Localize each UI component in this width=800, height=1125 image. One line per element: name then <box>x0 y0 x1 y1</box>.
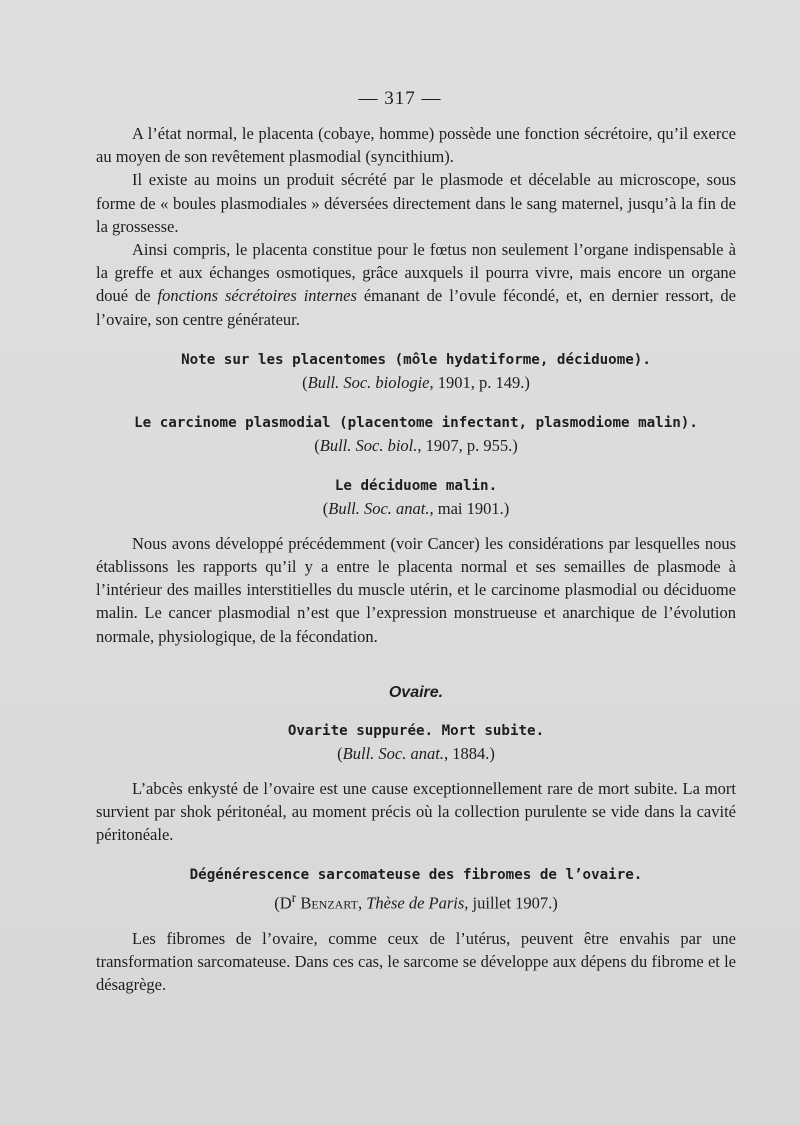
section-title-ovaire: Ovaire. <box>388 683 444 701</box>
ref-open: ( <box>337 743 343 763</box>
ref-details: , 1884.) <box>443 743 495 763</box>
ref-details: , juillet 1907.) <box>464 893 558 913</box>
ref-open: ( <box>302 372 308 392</box>
ref-details: , 1901, p. 149.) <box>429 372 530 392</box>
paragraph-ovarite: L’abcès enkysté de l’ovaire est une cause exceptionnellement rare de mort subite. La mort survient par shok péritonéal, au moment précis où la collection purulente se vide dans la cavité péritonéale. <box>96 778 736 845</box>
paragraph-placenta-summary-italic: fonctions sécrétoires internes <box>157 286 357 306</box>
entry-ref-deciduome <box>96 497 736 520</box>
ref-source: Thèse de Paris <box>366 893 465 913</box>
page-content <box>96 122 736 997</box>
paragraph-sarcomateuse: Les fibromes de l’ovaire, comme ceux de l’utérus, peuvent être envahis par une transformation sarcomateuse. Dans ces cas, le sarcome se développe aux dépens du fibrome et le désagrège. <box>96 928 736 995</box>
paragraph-placenta-summary-start: Ainsi compris, le placenta constitue pour le fœtus non seulement l’organe indispensable à la greffe et aux échanges osmotiques, grâce auxquels il pourra vivre, mais encore un organe doué de <box>96 240 736 306</box>
ref-open: (D <box>274 893 292 913</box>
entry-title-sarcomateuse: Dégénérescence sarcomateuse des fibromes de l’ovaire. <box>189 867 643 884</box>
paragraph-placenta-function: A l’état normal, le placenta (cobaye, homme) possède une fonction sécrétoire, qu’il exerce au moyen de son revêtement plasmodial (syncithium). <box>96 124 736 167</box>
ref-open: ( <box>314 435 320 455</box>
ref-source: Bull. Soc. biologie <box>307 372 430 392</box>
entry-ref-sarcomateuse <box>96 886 736 915</box>
page-number: — 317 — <box>358 88 442 109</box>
paragraph-plasmodial-balls: Il existe au moins un produit sécrété par le plasmode et décelable au microscope, sous forme de « boules plasmodiales » déversées directement dans le sang maternel, jusqu’à la fin de la grossesse. <box>96 170 736 236</box>
entry-ref-carcinome <box>96 434 736 457</box>
ref-open: ( <box>322 498 329 518</box>
entry-title-placentomes: Note sur les placentomes (môle hydatiforme, déciduome). <box>181 351 651 368</box>
ref-separator: , <box>357 893 367 913</box>
ref-source: Bull. Soc. biol. <box>319 435 418 455</box>
paragraph-placenta-summary-end: émanant de l’ovule fécondé, et, en dernier ressort, de l’ovaire, son centre générateur. <box>96 286 736 329</box>
paragraph-placenta-summary <box>96 238 736 331</box>
ref-details: , 1907, p. 955.) <box>417 435 518 455</box>
entry-title-ovarite: Ovarite suppurée. Mort subite. <box>287 722 545 739</box>
ref-source: Bull. Soc. anat. <box>342 743 444 763</box>
entry-ref-placentomes <box>96 371 736 394</box>
entry-title-deciduome: Le déciduome malin. <box>334 477 498 494</box>
ref-superscript: r <box>291 890 297 906</box>
paragraph-carcinome-discussion: Nous avons développé précédemment (voir Cancer) les considérations par lesquelles nous établissons les rapports qu’il y a entre le placenta normal et ses semailles de plasmode à l’intérieur des mailles interstitielles du muscle utérin, et le carcinome plasmodial ou déciduome malin. Le cancer plasmodial n’est que l’expression monstrueuse et anarchique de l’évolution normale, physiologique, de la fécondation. <box>96 533 736 646</box>
entry-title-carcinome: Le carcinome plasmodial (placentome infectant, plasmodiome malin). <box>134 414 698 431</box>
ref-author: Benzart <box>300 893 358 913</box>
ref-details: , mai 1901.) <box>429 498 510 518</box>
ref-source: Bull. Soc. anat. <box>328 498 430 518</box>
entry-ref-ovarite <box>96 742 736 765</box>
